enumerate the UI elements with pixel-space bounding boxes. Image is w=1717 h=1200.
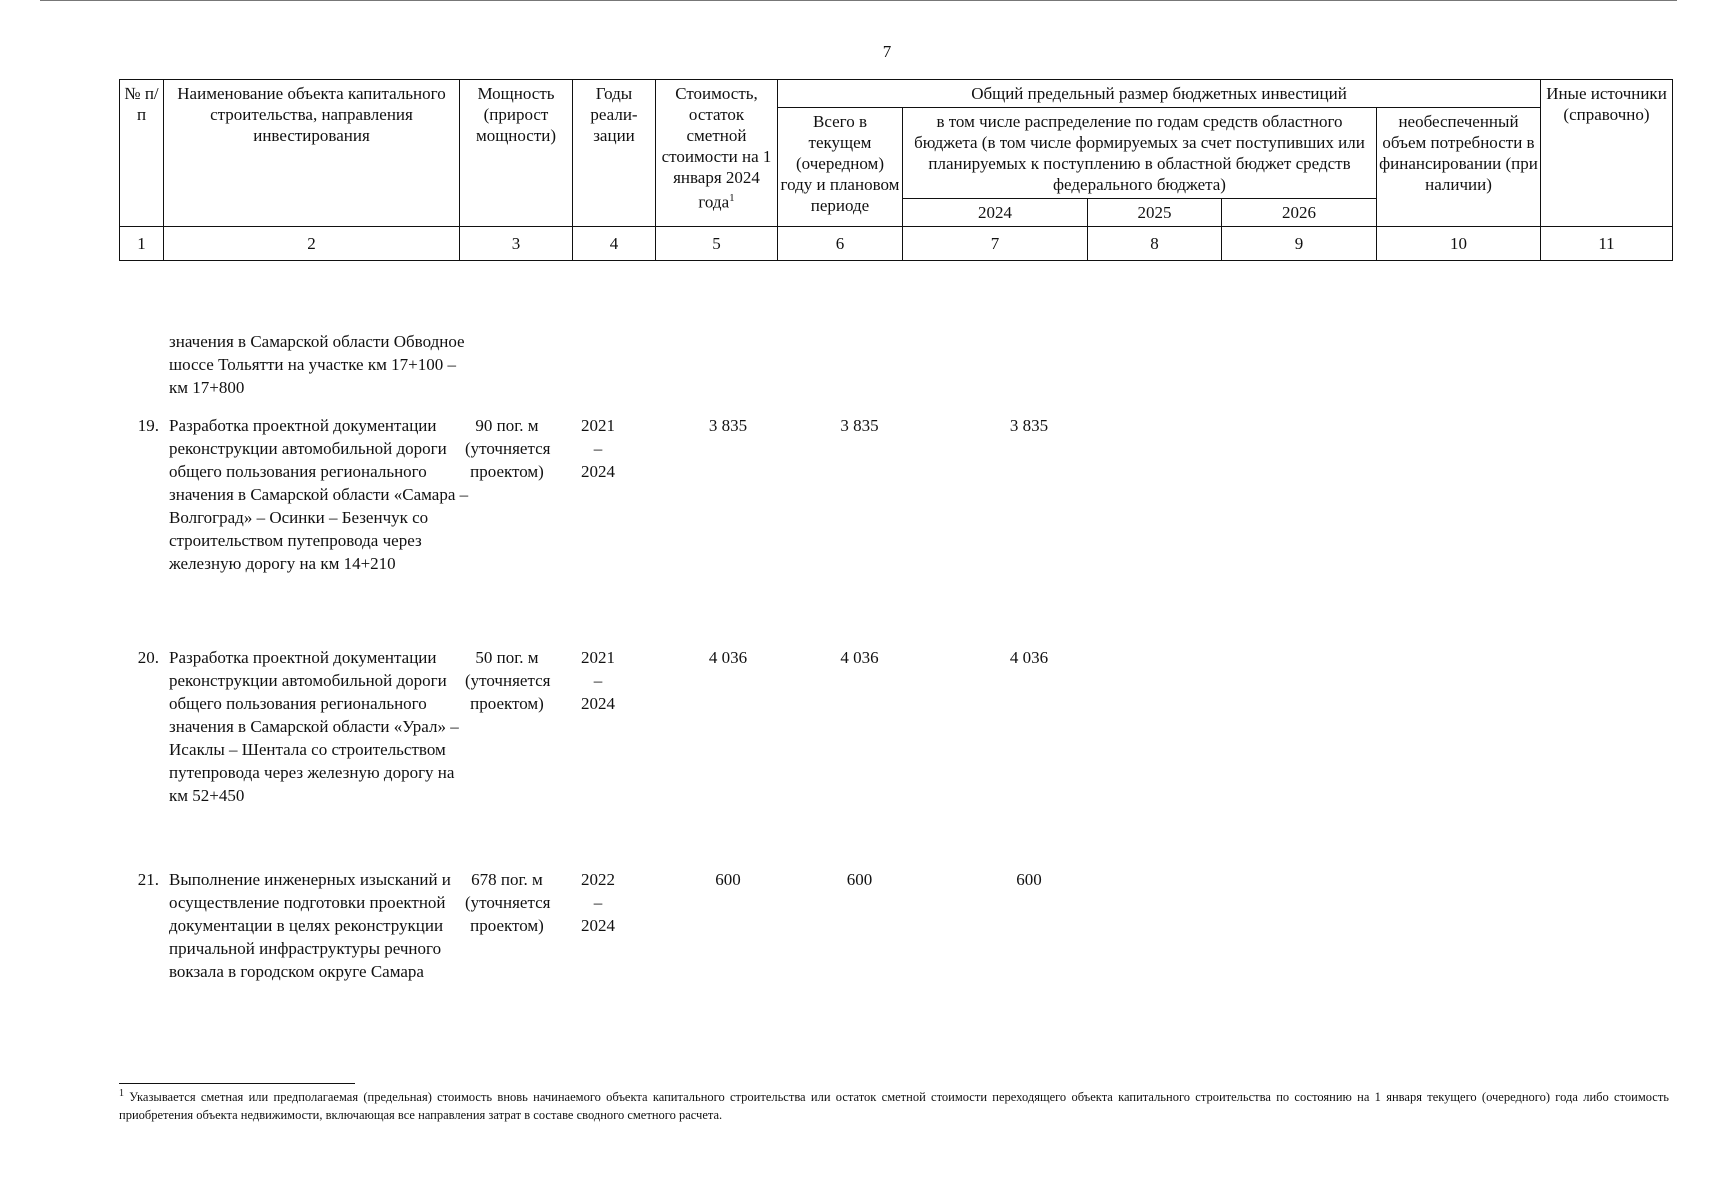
row-years: 2021 – 2024 [581,416,615,481]
row-power: 678 пог. м (уточняется проектом) [465,870,551,935]
row-number: 19. [137,416,159,435]
column-number: 4 [573,227,656,261]
header-name: Наименование объекта капитального строительства, направления инвестирования [164,80,460,227]
column-number: 2 [164,227,460,261]
column-number: 10 [1377,227,1541,261]
column-number: 6 [778,227,903,261]
row-name: Разработка проектной документации реконструкции автомобильной дороги общего пользования регионального значения в Самарской области «Самара – Волгоград» – Осинки – Безенчук со строительством путепровода через железную дорогу на км 14+210 [169,416,469,573]
header-num: № п/п [120,80,164,227]
header-year-2024: 2024 [903,199,1088,227]
header-other-sources: Иные источники (справочно) [1541,80,1673,227]
scan-top-edge [40,0,1677,1]
header-total: Всего в текущем (очередном) году и плановом периоде [778,108,903,227]
column-number: 1 [120,227,164,261]
row-years: 2021 – 2024 [581,648,615,713]
row-cost: 4 036 [708,648,748,667]
row-cost: 3 835 [708,416,748,435]
header-budget-group: Общий предельный размер бюджетных инвестиций [778,80,1541,108]
column-number: 8 [1088,227,1222,261]
row-number: 21. [137,870,159,889]
row-power: 50 пог. м (уточняется проектом) [465,648,551,713]
investment-table-header [119,79,1673,261]
column-number: 7 [903,227,1088,261]
row-cost: 600 [715,870,741,889]
row-name: Разработка проектной документации реконструкции автомобильной дороги общего пользования регионального значения в Самарской области «Урал» – Исаклы – Шентала со строительством путепровода через железную дорогу на км 52+450 [169,648,459,805]
header-year-2026: 2026 [1222,199,1377,227]
row-years: 2022 – 2024 [581,870,615,935]
row-total: 3 835 [840,416,879,435]
footnote-marker: 1 [729,192,735,204]
column-number: 9 [1222,227,1377,261]
header-unfunded: необеспеченный объем потребности в финансировании (при наличии) [1377,108,1541,227]
header-power: Мощность (прирост мощности) [460,80,573,227]
footnote [119,1085,1669,1124]
page-number: 7 [882,42,892,61]
header-cost-text: Стоимость, остаток сметной стоимости на 1 января 2024 года [661,84,772,212]
footnote-marker: 1 [119,1088,124,1099]
row-total: 600 [846,870,873,889]
column-number: 11 [1541,227,1673,261]
continuation-text: значения в Самарской области Обводное шоссе Тольятти на участке км 17+100 – км 17+800 [169,332,465,397]
row-year-2024: 4 036 [1009,648,1049,667]
footnote-text: Указывается сметная или предполагаемая (предельная) стоимость вновь начинаемого объекта капитального строительства или остаток сметной стоимости переходящего объекта капитального строительства по состоянию на 1 января текущего (очередного) года либо стоимость приобретения объекта недвижимости, включающая все направления затрат в составе сводного сметного расчета. [119,1090,1669,1123]
header-cost [656,80,778,227]
row-number: 20. [137,648,159,667]
row-year-2024: 3 835 [1009,416,1049,435]
header-years: Годы реали-зации [573,80,656,227]
row-power: 90 пог. м (уточняется проектом) [465,416,551,481]
row-name: Выполнение инженерных изысканий и осуществление подготовки проектной документации в целях реконструкции причальной инфраструктуры речного вокзала в городском округе Самара [169,870,451,981]
header-distribution: в том числе распределение по годам средств областного бюджета (в том числе формируемых за счет поступивших или планируемых к поступлению в областной бюджет средств федерального бюджета) [903,108,1377,199]
footnote-divider [119,1083,355,1084]
header-year-2025: 2025 [1088,199,1222,227]
column-number: 5 [656,227,778,261]
row-year-2024: 600 [1016,870,1042,889]
row-total: 4 036 [840,648,879,667]
column-number: 3 [460,227,573,261]
